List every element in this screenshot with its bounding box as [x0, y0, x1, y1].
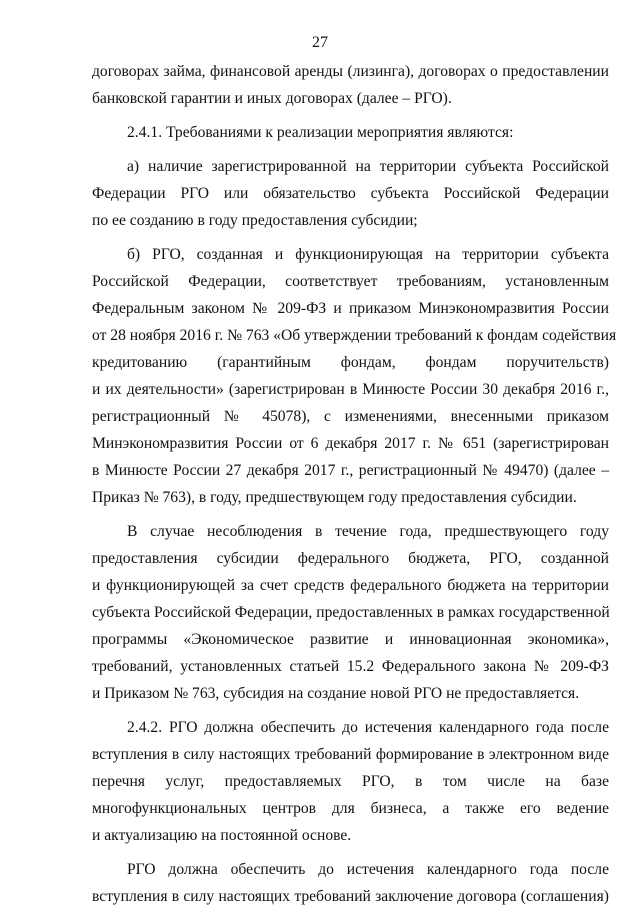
- paragraph-item-b: [92, 241, 617, 511]
- text-line: договорах займа, финансовой аренды (лизинга), договорах о предоставлении: [92, 63, 609, 80]
- text-line: Приказ № 763), в году, предшествующем году предоставления субсидии.: [92, 489, 577, 506]
- text-line: регистрационный № 45078), с изменениями, внесенными приказом: [92, 408, 609, 425]
- text-line: Федерации РГО или обязательство субъекта Российской Федерации: [92, 185, 609, 202]
- text-line: б) РГО, созданная и функционирующая на территории субъекта: [127, 246, 609, 263]
- document-body: [92, 58, 617, 910]
- text-line: Минэкономразвития России от 6 декабря 2017 г. № 651 (зарегистрирован: [92, 435, 609, 452]
- text-line: многофункциональных центров для бизнеса, а также его ведение: [92, 800, 609, 817]
- text-line: Российской Федерации, соответствует требованиям, установленным: [92, 273, 609, 290]
- text-line: и их деятельности» (зарегистрирован в Минюсте России 30 декабря 2016 г.,: [92, 381, 609, 398]
- text-line: 2.4.1. Требованиями к реализации мероприятия являются:: [127, 124, 514, 141]
- text-line: В случае несоблюдения в течение года, предшествующего году: [127, 523, 609, 540]
- text-line: перечня услуг, предоставляемых РГО, в том числе на базе: [92, 773, 609, 790]
- text-line: предоставления субсидии федерального бюджета, РГО, созданной: [92, 550, 609, 567]
- text-line: по ее созданию в году предоставления субсидии;: [92, 212, 418, 229]
- text-line: РГО должна обеспечить до истечения календарного года после: [127, 861, 609, 878]
- text-line: 2.4.2. РГО должна обеспечить до истечения календарного года после: [127, 719, 609, 736]
- paragraph-rgo-agreement: [92, 856, 609, 910]
- text-line: Федеральным законом № 209-ФЗ и приказом Минэкономразвития России: [92, 300, 609, 317]
- text-line: кредитованию (гарантийным фондам, фондам поручительств): [92, 354, 609, 371]
- paragraph-item-a: [92, 153, 609, 234]
- text-line: вступления в силу настоящих требований формирование в электронном виде: [92, 746, 609, 763]
- paragraph-continuation: [92, 58, 609, 112]
- paragraph-noncompliance: [92, 518, 609, 707]
- text-line: требований, установленных статьей 15.2 Федерального закона № 209-ФЗ: [92, 658, 609, 675]
- page-number: 27: [312, 34, 328, 51]
- paragraph-2-4-1: [92, 119, 609, 146]
- text-line: программы «Экономическое развитие и инновационная экономика»,: [92, 631, 609, 648]
- text-line: и функционирующей за счет средств федерального бюджета на территории: [92, 577, 609, 594]
- text-line: в Минюсте России 27 декабря 2017 г., регистрационный № 49470) (далее –: [92, 462, 609, 479]
- text-line: вступления в силу настоящих требований заключение договора (соглашения): [92, 888, 609, 905]
- text-line: от 28 ноября 2016 г. № 763 «Об утверждении требований к фондам содействия: [92, 327, 617, 344]
- text-line: и Приказом № 763, субсидия на создание новой РГО не предоставляется.: [92, 685, 580, 702]
- text-line: банковской гарантии и иных договорах (далее – РГО).: [92, 90, 452, 107]
- paragraph-2-4-2: [92, 714, 609, 849]
- text-line: а) наличие зарегистрированной на территории субъекта Российской: [127, 158, 609, 175]
- text-line: и актуализацию на постоянной основе.: [92, 827, 352, 844]
- text-line: субъекта Российской Федерации, предоставленных в рамках государственной: [92, 604, 610, 621]
